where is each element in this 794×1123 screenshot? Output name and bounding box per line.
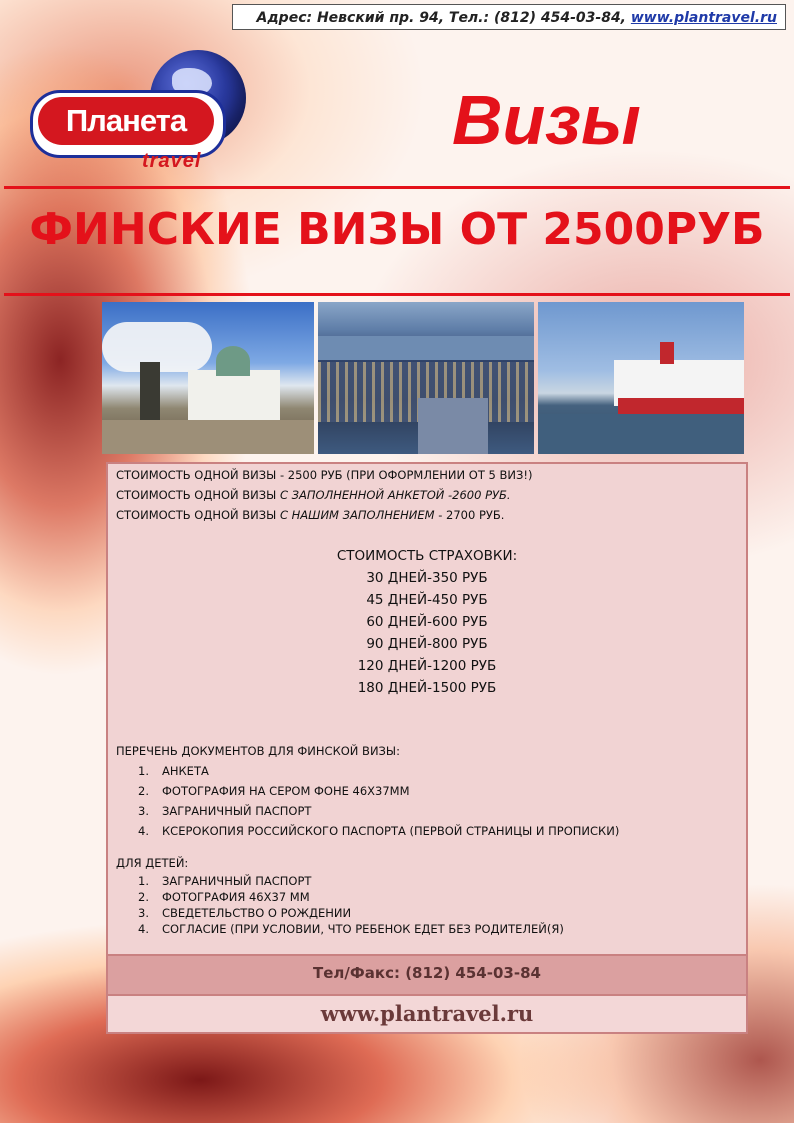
photo-helsinki-cathedral [102,302,314,454]
kids-item: 3. СВЕДЕТЕЛЬСТВО О РОЖДЕНИИ [138,906,352,920]
logo-name: Планета [38,97,214,145]
kids-title: ДЛЯ ДЕТЕЙ: [116,856,189,870]
planeta-travel-logo [30,50,260,180]
phone-fax: Тел/Факс: (812) 454-03-84 [106,956,748,996]
kids-item: 2. ФОТОГРАФИЯ 46Х37 ММ [138,890,310,904]
insurance-item: 180 ДНЕЙ-1500 РУБ [357,680,497,696]
photo-ferry [538,302,744,454]
insurance-item: 30 ДНЕЙ-350 РУБ [366,570,488,586]
doc-item: 4. КСЕРОКОПИЯ РОССИЙСКОГО ПАСПОРТА (ПЕРВОЙ СТРАНИЦЫ И ПРОПИСКИ) [138,824,620,838]
insurance-item: 60 ДНЕЙ-600 РУБ [366,614,488,630]
price-line: СТОИМОСТЬ ОДНОЙ ВИЗЫ С ЗАПОЛНЕННОЙ АНКЕТОЙ -2600 РУБ. [116,488,511,502]
info-box [106,462,748,956]
docs-title: ПЕРЕЧЕНЬ ДОКУМЕНТОВ ДЛЯ ФИНСКОЙ ВИЗЫ: [116,744,400,758]
headline: ФИНСКИЕ ВИЗЫ ОТ 2500РУБ [29,204,765,255]
insurance-title: СТОИМОСТЬ СТРАХОВКИ: [336,548,518,564]
kids-item: 4. СОГЛАСИЕ (ПРИ УСЛОВИИ, ЧТО РЕБЕНОК ЕДЕТ БЕЗ РОДИТЕЛЕЙ(Я) [138,922,564,936]
logo-sub: travel [142,150,202,172]
insurance-item: 120 ДНЕЙ-1200 РУБ [357,658,497,674]
address-text: Адрес: Невский пр. 94, Тел.: (812) 454-03-84, [256,10,631,26]
insurance-item: 90 ДНЕЙ-800 РУБ [366,636,488,652]
website-link[interactable]: www.plantravel.ru [106,994,748,1034]
doc-item: 2. ФОТОГРАФИЯ НА СЕРОМ ФОНЕ 46Х37ММ [138,784,410,798]
top-divider [4,186,790,189]
address-bar [232,4,786,30]
address-site-link[interactable]: www.plantravel.ru [630,10,777,26]
photo-helsinki-city [318,302,534,454]
kids-item: 1. ЗАГРАНИЧНЫЙ ПАСПОРТ [138,874,312,888]
doc-item: 3. ЗАГРАНИЧНЫЙ ПАСПОРТ [138,804,312,818]
page-title: Визы [452,81,641,159]
bottom-divider [4,293,790,296]
insurance-item: 45 ДНЕЙ-450 РУБ [366,592,488,608]
price-line: СТОИМОСТЬ ОДНОЙ ВИЗЫ С НАШИМ ЗАПОЛНЕНИЕМ - 2700 РУБ. [116,508,505,522]
price-line: СТОИМОСТЬ ОДНОЙ ВИЗЫ - 2500 РУБ (ПРИ ОФОРМЛЕНИИ ОТ 5 ВИЗ!) [116,468,533,482]
doc-item: 1. АНКЕТА [138,764,209,778]
